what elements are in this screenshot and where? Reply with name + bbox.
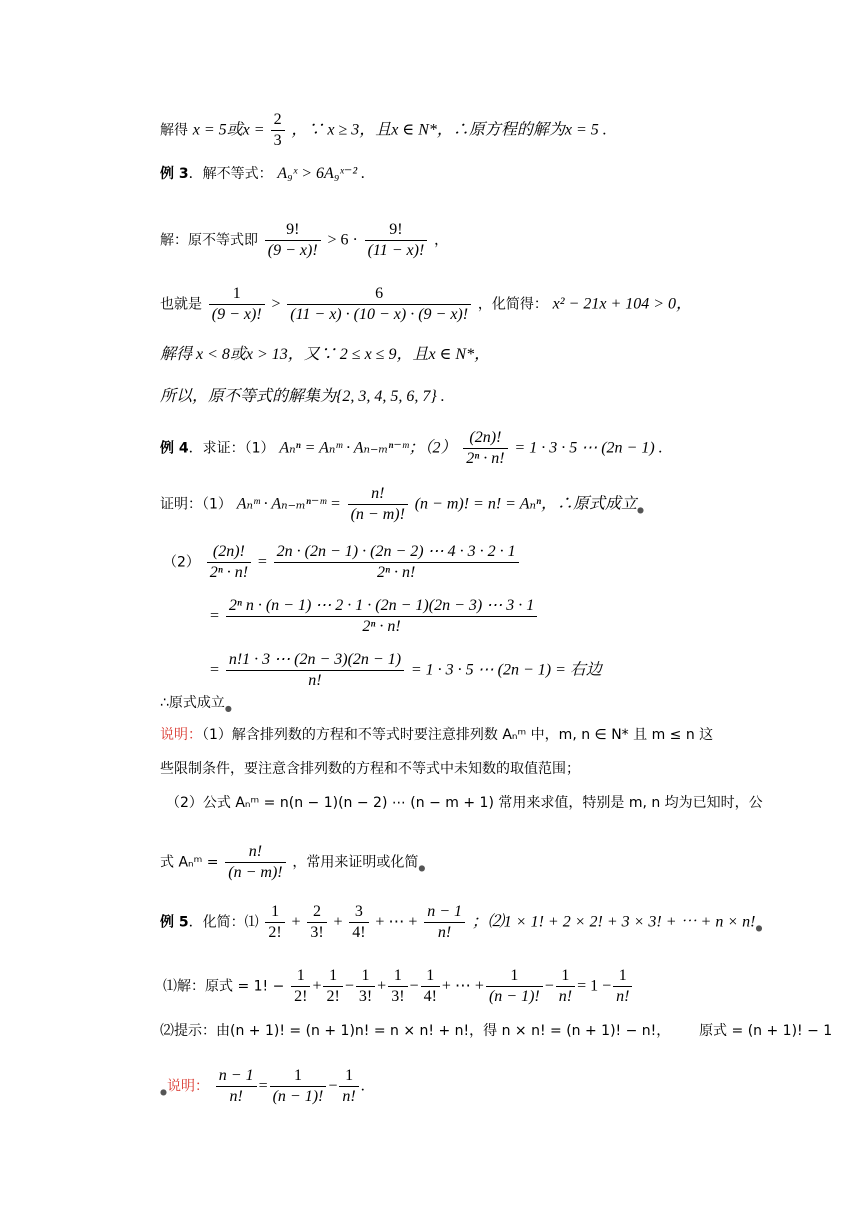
math: = xyxy=(257,553,267,571)
fraction: $\frac{2}{3}$ xyxy=(271,110,285,151)
note-line-1 xyxy=(160,724,713,745)
text: ．求证：（1） xyxy=(188,440,275,457)
fraction: $\frac{(2n)!}{\text{2ⁿ · n!}}$ xyxy=(207,542,251,583)
note-label: 说明： xyxy=(166,1078,209,1095)
fraction: $\frac{2}{3!}$ xyxy=(307,902,326,943)
note-label: 说明： xyxy=(160,727,202,743)
solution-3-line-1 xyxy=(160,220,448,261)
note-line-4: 式 Aₙᵐ = $\frac{n!}{(n - m)!}$ ，常用来证明或化简$_●$ xyxy=(160,843,426,881)
math: A₉ˣ > 6A₉ˣ⁻² . xyxy=(277,165,366,182)
fraction: $\frac{1}{(9 - x)!}$ xyxy=(209,284,265,325)
text: ⑵提示：由(n + 1)! = (n + 1)n! = n × n! + n!，得 n × n! = (n + 1)! − n!， xyxy=(160,1023,671,1039)
fraction: $\frac{n - 1}{n!}$ xyxy=(424,902,465,943)
example-label: 例 4 xyxy=(160,440,189,457)
text: ，化简得： xyxy=(477,296,548,313)
solution-line-1 xyxy=(160,110,607,151)
proof-conclusion: ∴原式成立$_●$ xyxy=(160,695,232,713)
text: （1）解含排列数的方程和不等式时要注意排列数 Aₙᵐ 中，m, n ∈ N* 且 m ≤ n 这 xyxy=(202,727,714,743)
hint-line xyxy=(160,1020,832,1041)
example-3-heading xyxy=(160,163,365,184)
note-line-2 xyxy=(160,758,580,779)
math: Aₙᵐ · Aₙ₋ₘⁿ⁻ᵐ = xyxy=(236,495,341,513)
example-4-heading xyxy=(160,428,663,469)
math: = 1 · 3 · 5 ⋯ (2n − 1) . xyxy=(514,439,663,457)
fraction: $\frac{(2n)!}{\text{2ⁿ · n!}}$ xyxy=(463,428,507,469)
text: ．化简：⑴ xyxy=(188,914,259,931)
proof-2-line-3 xyxy=(210,650,602,691)
example-label: 例 3 xyxy=(160,166,189,182)
math: (n − m)! = n! = Aₙⁿ，∴原式成立 xyxy=(414,495,637,513)
text: 解：原不等式即 xyxy=(160,232,258,249)
fraction: $\frac{3}{4!}$ xyxy=(349,902,368,943)
text: ， xyxy=(434,232,449,249)
proof-2-line-2 xyxy=(210,596,539,637)
fraction: $\frac{2n \cdot (2n - 1) \cdot (2n - 2) \cdots 4 \cdot 3 \cdot 2 \cdot 1}{\text{2ⁿ · n!}}$ xyxy=(274,542,519,583)
math: Aₙⁿ = Aₙᵐ · Aₙ₋ₘⁿ⁻ᵐ；（2） xyxy=(279,439,457,457)
fraction: $\frac{n!1 \cdot 3 \cdots (2n - 3)(2n - 1)}{n!}$ xyxy=(226,650,404,691)
math: x² − 21x + 104 > 0， xyxy=(552,295,693,313)
text: （2）公式 Aₙᵐ = n(n − 1)(n − 2) ⋯ (n − m + 1) 常用来求值，特别是 m, n 均为已知时，公 xyxy=(166,795,763,811)
math: = xyxy=(210,607,220,625)
proof-1: 证明：（1） Aₙᵐ · Aₙ₋ₘⁿ⁻ᵐ = $\frac{n!}{(n - m)!}$ (n − m)! = n! = Aₙⁿ，∴原式成立$_●$ xyxy=(160,485,644,523)
fraction: $\frac{9!}{(9 - x)!}$ xyxy=(265,220,321,261)
solution-3-line-3 xyxy=(160,344,490,365)
text: 些限制条件，要注意含排列数的方程和不等式中未知数的取值范围； xyxy=(160,761,580,777)
text: 也就是 xyxy=(160,296,202,313)
math: = xyxy=(210,661,220,679)
text: （2） xyxy=(163,554,200,571)
fraction: $\frac{6}{(11 - x) \cdot (10 - x) \cdot (9 - x)!}$ xyxy=(287,284,471,325)
example-label: 例 5 xyxy=(160,914,189,931)
math: ；⑵1 × 1! + 2 × 2! + 3 × 3! + ⋯ + n × n! xyxy=(471,913,756,931)
text: ．解不等式： xyxy=(188,166,273,182)
fraction: $\frac{1}{2!}$ xyxy=(265,902,284,943)
math: > xyxy=(271,295,281,313)
example-5-heading: 例 5．化简：⑴ $\frac{1}{2!}$ + $\frac{2}{3!}$ + $\frac{3}{4!}$ + ⋯ + $\frac{n - 1}{n!}$ ；⑵1 × 1! + 2 × 2! + 3 × 3! + ⋯ + $n \times n!_●$ xyxy=(160,903,763,941)
final-note: $_●$说明： $\frac{n - 1}{n!}$ = $\frac{1}{(n - 1)!}$ − $\frac{1}{n!}$ . xyxy=(160,1067,365,1105)
text: ∴原式成立 xyxy=(160,695,225,711)
math: ，∵ x ≥ 3，且x ∈ N*，∴原方程的解为x = 5 . xyxy=(291,121,607,139)
text: ⑴解：原式 = 1! − xyxy=(163,978,285,995)
text: 原式 = (n + 1)! − 1 xyxy=(699,1023,833,1039)
text: 式 Aₙᵐ = xyxy=(160,854,219,871)
fraction: $\frac{9!}{(11 - x)!}$ xyxy=(365,220,428,261)
fraction: $\frac{n!}{(n - m)!}$ xyxy=(348,484,408,525)
text: ，常用来证明或化简 xyxy=(292,854,419,871)
math: > 6 · xyxy=(327,231,358,249)
text: 证明：（1） xyxy=(160,496,232,513)
fraction: $\frac{\text{2ⁿ n · (n − 1) ⋯ 2 · 1 · (2n − 1)(2n − 3) ⋯ 3 · 1}}{\text{2ⁿ · n!}}$ xyxy=(226,596,537,637)
fraction: $\frac{n!}{(n - m)!}$ xyxy=(225,842,285,883)
text: 解得 xyxy=(160,122,188,139)
solution-3-line-2 xyxy=(160,284,692,325)
note-line-3 xyxy=(166,792,763,813)
proof-2-line-1 xyxy=(163,542,521,583)
solution-3-line-4 xyxy=(160,386,445,407)
math: 解得 x < 8或x > 13，又∵ 2 ≤ x ≤ 9，且x ∈ N*， xyxy=(160,346,491,363)
math: x = 5或x = xyxy=(192,121,269,139)
math: = 1 · 3 · 5 ⋯ (2n − 1) = 右边 xyxy=(410,661,602,679)
math: 所以，原不等式的解集为{2, 3, 4, 5, 6, 7} . xyxy=(160,388,445,405)
solution-5-1: ⑴解：原式 = 1! − $\frac{1}{2!}$ + $\frac{1}{2!}$ − $\frac{1}{3!}$ + $\frac{1}{3!}$ − $\frac{1}{4!}$ + ⋯ + $\frac{1}{(n - 1)!}$ − $\frac{1}{n!}$ = 1 − $\frac{1}{n!}$ xyxy=(163,966,634,1007)
